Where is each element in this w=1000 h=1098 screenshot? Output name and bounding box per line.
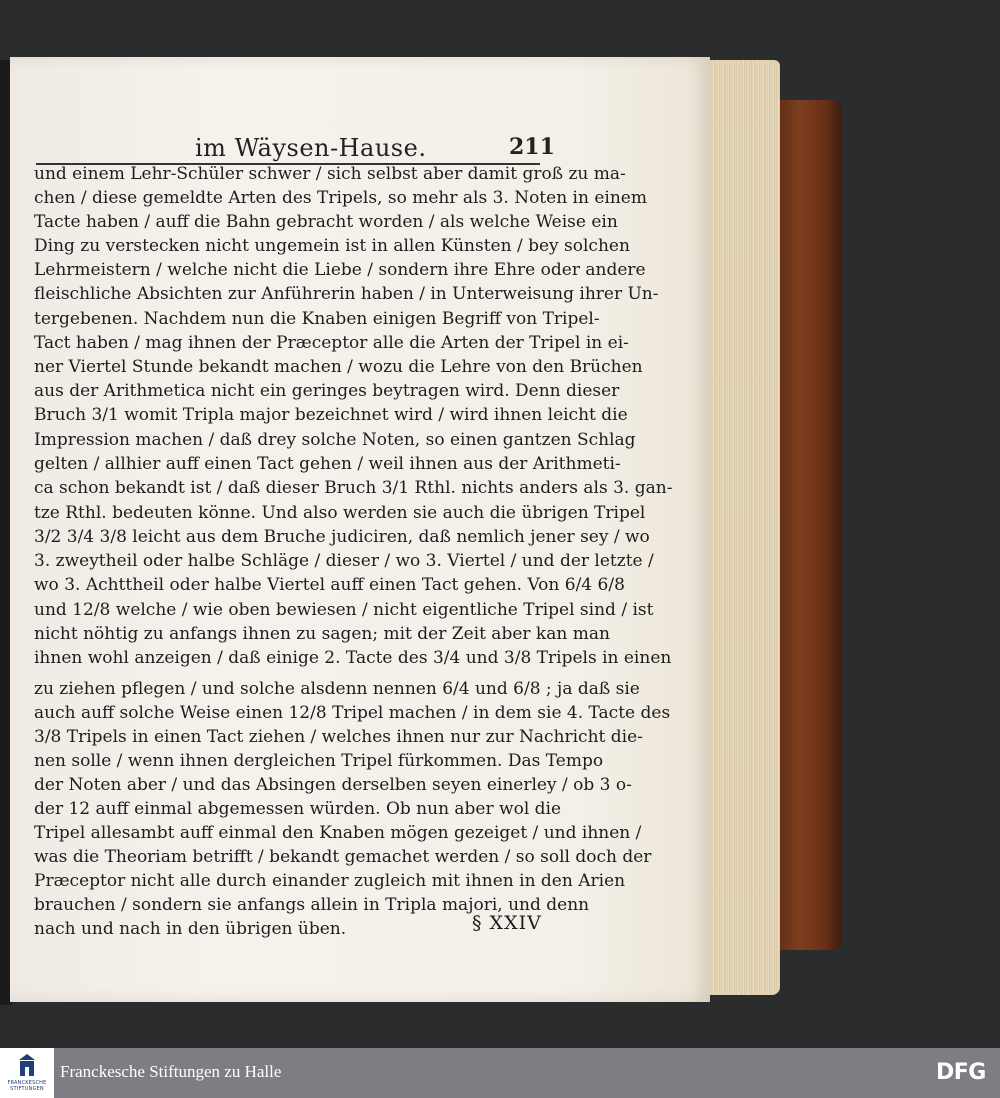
text-line: Impression machen / daß drey solche Noten, so einen gantzen Schlag — [34, 430, 636, 450]
text-line: Tacte haben / auff die Bahn gebracht worden / als welche Weise ein — [34, 212, 618, 232]
book-cover — [772, 100, 842, 950]
running-head: im Wäysen-Hause. — [195, 134, 427, 162]
logo-text: FRANCKESCHE STIFTUNGEN — [7, 1080, 47, 1092]
text-line: zu ziehen pflegen / und solche alsdenn nennen 6/4 und 6/8 ; ja daß sie — [34, 679, 640, 699]
text-line: nicht nöhtig zu anfangs ihnen zu sagen; mit der Zeit aber kan man — [34, 624, 610, 644]
text-line: brauchen / sondern sie anfangs allein in Tripla majori, und denn — [34, 895, 590, 915]
text-line: Tact haben / mag ihnen der Præceptor alle die Arten der Tripel in ei- — [34, 333, 629, 353]
text-line: gelten / allhier auff einen Tact gehen / weil ihnen aus der Arithmeti- — [34, 454, 621, 474]
text-line: ner Viertel Stunde bekandt machen / wozu die Lehre von den Brüchen — [34, 357, 643, 377]
text-line: 3/2 3/4 3/8 leicht aus dem Bruche judiciren, daß nemlich jener sey / wo — [34, 527, 650, 547]
text-line: was die Theoriam betrifft / bekandt gemachet werden / so soll doch der — [34, 847, 652, 867]
dfg-logo[interactable]: DFG — [936, 1060, 986, 1085]
institution-name: Franckesche Stiftungen zu Halle — [60, 1062, 282, 1081]
catchword: § XXIV — [472, 912, 542, 934]
text-line: aus der Arithmetica nicht ein geringes beytragen wird. Denn dieser — [34, 381, 620, 401]
text-line: der Noten aber / und das Absingen derselben seyen einerley / ob 3 o- — [34, 775, 632, 795]
text-line: fleischliche Absichten zur Anführerin haben / in Unterweisung ihrer Un- — [34, 284, 659, 304]
text-line: chen / diese gemeldte Arten des Tripels, so mehr als 3. Noten in einem — [34, 188, 647, 208]
page-number: 211 — [509, 134, 555, 160]
footer-bar — [0, 1048, 1000, 1098]
text-line: und einem Lehr-Schüler schwer / sich selbst aber damit groß zu ma- — [34, 164, 626, 184]
text-line: Tripel allesambt auff einmal den Knaben mögen gezeiget / und ihnen / — [34, 823, 642, 843]
text-line: Lehrmeistern / welche nicht die Liebe / sondern ihre Ehre oder andere — [34, 260, 646, 280]
text-line: Bruch 3/1 womit Tripla major bezeichnet wird / wird ihnen leicht die — [34, 405, 628, 425]
text-line: ihnen wohl anzeigen / daß einige 2. Tacte des 3/4 und 3/8 Tripels in einen — [34, 648, 672, 668]
text-line: ca schon bekandt ist / daß dieser Bruch 3/1 Rthl. nichts anders als 3. gan- — [34, 478, 673, 498]
text-line: Ding zu verstecken nicht ungemein ist in allen Künsten / bey solchen — [34, 236, 630, 256]
text-line: und 12/8 welche / wie oben bewiesen / nicht eigentliche Tripel sind / ist — [34, 600, 654, 620]
text-line: Præceptor nicht alle durch einander zugleich mit ihnen in den Arien — [34, 871, 626, 891]
text-line: 3. zweytheil oder halbe Schläge / dieser / wo 3. Viertel / und der letzte / — [34, 551, 654, 571]
text-line: 3/8 Tripels in einen Tact ziehen / welches ihnen nur zur Nachricht die- — [34, 727, 643, 747]
text-line: der 12 auff einmal abgemessen würden. Ob nun aber wol die — [34, 799, 562, 819]
text-line: tergebenen. Nachdem nun die Knaben einigen Begriff von Tripel- — [34, 309, 600, 329]
text-line: nach und nach in den übrigen üben. — [34, 919, 347, 939]
text-line: auch auff solche Weise einen 12/8 Tripel machen / in dem sie 4. Tacte des — [34, 703, 671, 723]
building-icon — [19, 1054, 35, 1076]
text-line: tze Rthl. bedeuten könne. Und also werden sie auch die übrigen Tripel — [34, 503, 646, 523]
institution-logo[interactable] — [0, 1048, 54, 1098]
text-line: wo 3. Achttheil oder halbe Viertel auff einen Tact gehen. Von 6/4 6/8 — [34, 575, 625, 595]
text-line: nen solle / wenn ihnen dergleichen Tripel fürkommen. Das Tempo — [34, 751, 604, 771]
